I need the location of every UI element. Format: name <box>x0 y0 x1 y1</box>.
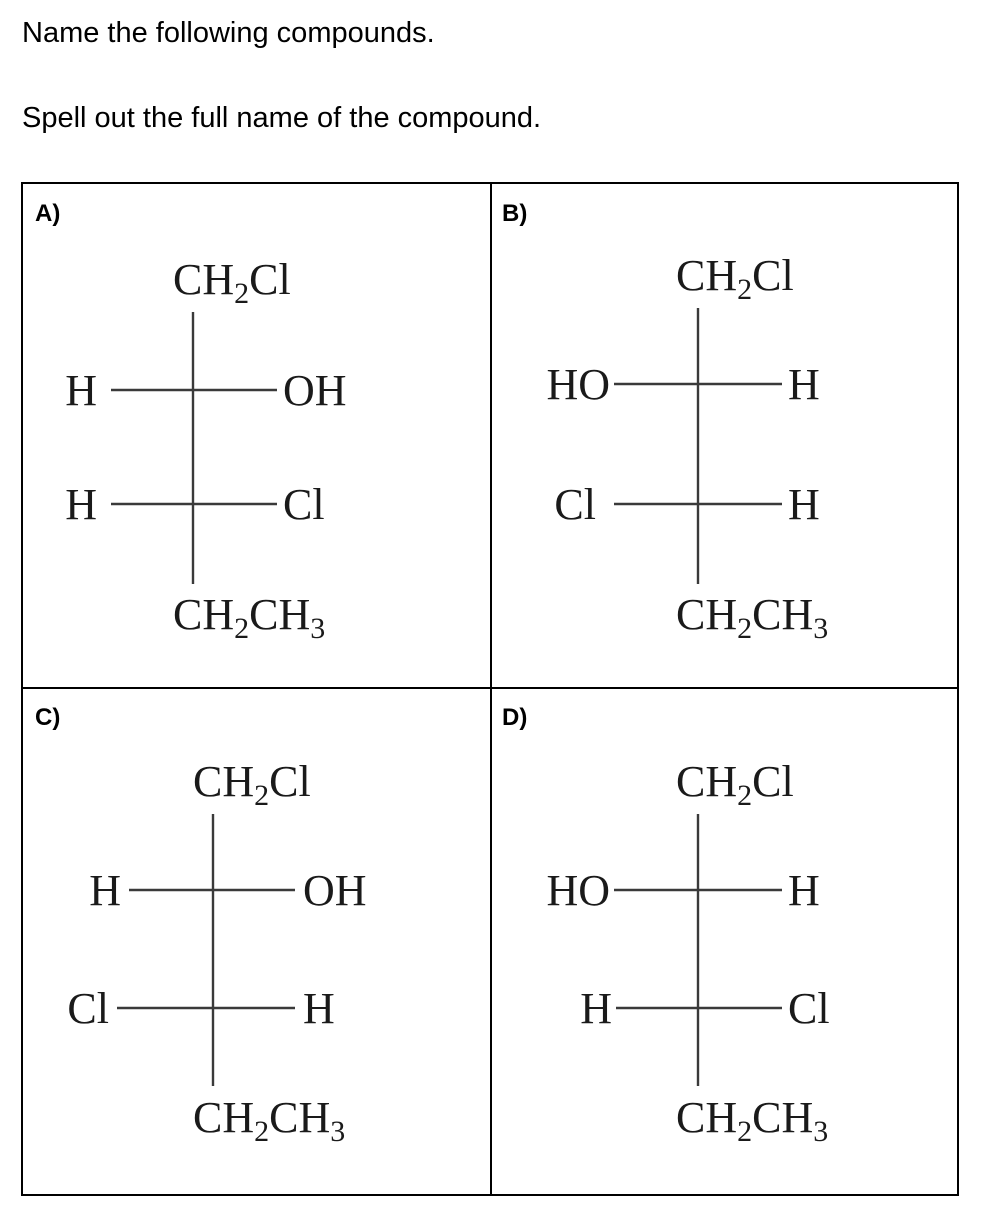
row1-right-substituent: OH <box>303 866 367 915</box>
row2-left-substituent: Cl <box>554 480 596 529</box>
row1-left-substituent: HO <box>546 360 610 409</box>
fischer-projection-c <box>25 690 490 1194</box>
row2-left-substituent: H <box>580 984 612 1033</box>
bottom-group-ch2ch3: $CH_2CH_3$ <box>193 1093 346 1148</box>
instruction-name-compounds: Name the following compounds. <box>22 17 435 49</box>
row2-left-substituent: Cl <box>67 984 109 1033</box>
instruction-spell-full-name: Spell out the full name of the compound. <box>22 102 542 134</box>
row1-right-substituent: H <box>788 866 820 915</box>
top-group-ch2cl: $CH_2Cl$ <box>676 757 794 812</box>
compound-grid <box>21 182 959 1196</box>
bottom-group-ch2ch3: $CH_2CH_3$ <box>173 590 326 645</box>
row2-right-substituent: Cl <box>788 984 830 1033</box>
compound-label-c: C) <box>35 704 61 731</box>
compound-cell-c <box>25 690 490 1194</box>
row2-right-substituent: Cl <box>283 480 325 529</box>
compound-label-b: B) <box>502 200 528 227</box>
bottom-group-ch2ch3: $CH_2CH_3$ <box>676 1093 829 1148</box>
row1-left-substituent: H <box>65 366 97 415</box>
compound-label-a: A) <box>35 200 61 227</box>
compound-label-d: D) <box>502 704 528 731</box>
row1-right-substituent: H <box>788 360 820 409</box>
row2-right-substituent: H <box>303 984 335 1033</box>
row1-left-substituent: HO <box>546 866 610 915</box>
row2-right-substituent: H <box>788 480 820 529</box>
row1-right-substituent: OH <box>283 366 347 415</box>
fischer-projection-b <box>492 186 957 686</box>
bottom-group-ch2ch3: $CH_2CH_3$ <box>676 590 829 645</box>
fischer-projection-a <box>25 186 490 686</box>
top-group-ch2cl: $CH_2Cl$ <box>676 251 794 306</box>
grid-horizontal-divider <box>23 687 957 689</box>
row2-left-substituent: H <box>65 480 97 529</box>
compound-cell-b <box>492 186 957 686</box>
row1-left-substituent: H <box>89 866 121 915</box>
fischer-projection-d <box>492 690 957 1194</box>
top-group-ch2cl: $CH_2Cl$ <box>173 255 291 310</box>
compound-cell-d <box>492 690 957 1194</box>
top-group-ch2cl: $CH_2Cl$ <box>193 757 311 812</box>
compound-cell-a <box>25 186 490 686</box>
